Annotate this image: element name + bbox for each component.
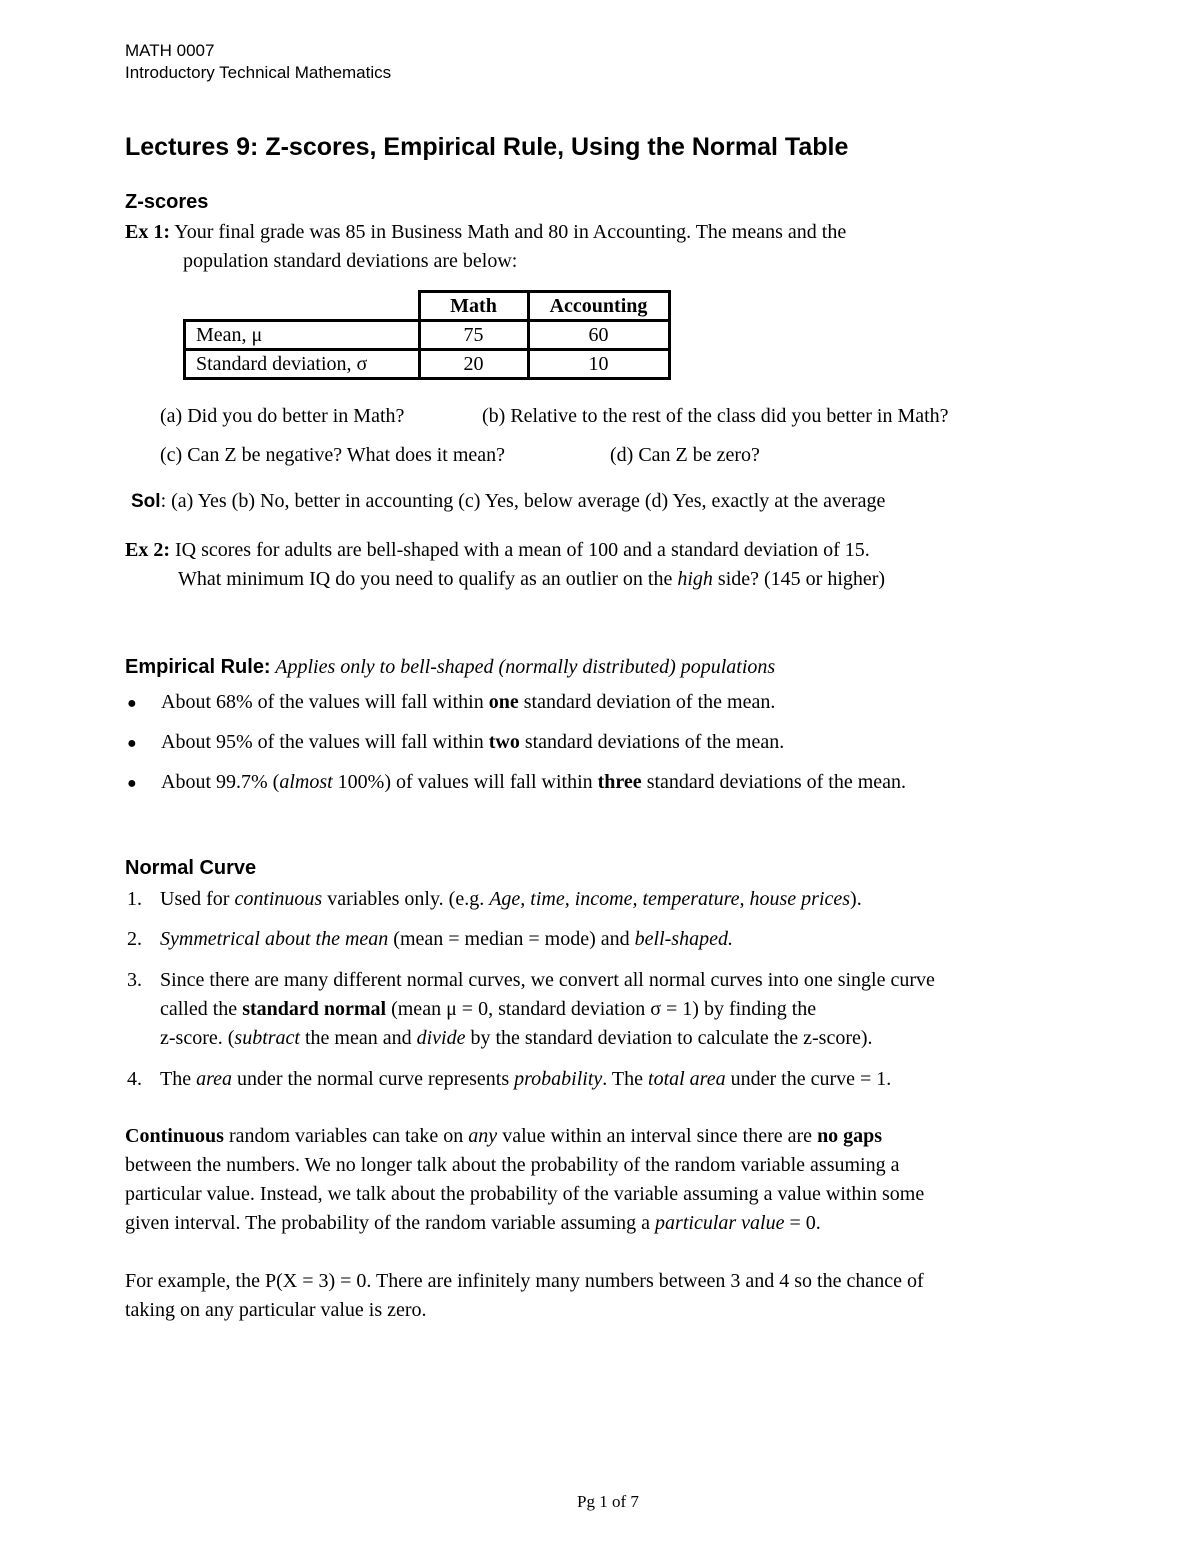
item-italic-2: probability [514,1068,603,1090]
paragraph-bold: Continuous [125,1125,224,1147]
item-italic-3: total area [648,1068,726,1090]
item-text-end: by the standard deviation to calculate the z-score). [465,1027,873,1049]
paragraph-line: taking on any particular value is zero. [125,1299,427,1321]
stats-table [183,290,671,380]
example-2-answer: side? (145 or higher) [712,568,886,590]
rule-emphasis: two [488,731,520,753]
rule-text: About 99.7% ( [161,771,280,793]
table-row [185,350,670,379]
list-item [127,885,862,914]
rule-text-end: standard deviations of the mean. [641,771,907,793]
paragraph-line [125,1122,882,1151]
list-item [127,688,775,718]
item-text-end: ). [850,888,862,910]
empirical-rule-subtitle: Applies only to bell-shaped (normally distributed) populations [270,656,776,678]
bullet-icon: ● [127,735,137,752]
bullet-icon: ● [127,695,137,712]
solution-text: : (a) Yes (b) No, better in accounting (c) Yes, below average (d) Yes, exactly at the average [160,490,886,512]
item-number: 1. [127,888,142,910]
table-row [185,321,670,350]
question-a: (a) Did you do better in Math? [160,405,405,427]
item-italic: area [196,1068,233,1090]
rule-text: About 95% of the values will fall within [161,731,489,753]
item-text-mid: (mean = median = mode) and [388,928,635,950]
example-2-emphasis: high [677,568,713,590]
list-item-continued [160,995,816,1024]
rule-text-end: standard deviation of the mean. [518,691,776,713]
solution-label: Sol [131,491,161,512]
item-text: The [160,1068,197,1090]
rule-emphasis: three [597,771,642,793]
course-name: Introductory Technical Mathematics [125,63,392,82]
example-1-line-1 [125,218,846,247]
item-number: 4. [127,1068,142,1090]
list-item [127,728,784,758]
course-code: MATH 0007 [125,41,215,60]
question-c: (c) Can Z be negative? What does it mean? [160,444,506,466]
empirical-rule-heading: Empirical Rule: [125,656,271,678]
item-number: 2. [127,928,142,950]
paragraph-text-end: = 0. [784,1212,821,1234]
table-blank-cell [185,292,420,321]
list-item [127,966,935,995]
paragraph-text-2: value within an interval since there are [497,1125,818,1147]
example-2-question: What minimum IQ do you need to qualify as an outlier on the [178,568,678,590]
item-text: z-score. ( [160,1027,235,1049]
bullet-icon: ● [127,775,137,792]
paragraph-text: given interval. The probability of the random variable assuming a [125,1212,656,1234]
rule-text: About 68% of the values will fall within [161,691,489,713]
table-cell-math: 20 [419,350,528,379]
paragraph-line: For example, the P(X = 3) = 0. There are infinitely many numbers between 3 and 4 so the chance of [125,1270,924,1292]
list-item [127,925,733,954]
paragraph-line [125,1209,821,1238]
item-text-end: under the curve = 1. [725,1068,892,1090]
paragraph-line: between the numbers. We no longer talk about the probability of the random variable assuming a [125,1154,900,1176]
item-text-mid-2: . The [602,1068,649,1090]
paragraph-text: random variables can take on [223,1125,469,1147]
paragraph-line: particular value. Instead, we talk about the probability of the variable assuming a value within some [125,1183,925,1205]
table-header-row [185,292,670,321]
item-italic-examples: Age, time, income, temperature, house prices [489,888,851,910]
item-text: called the [160,998,243,1020]
stats-table-grid [183,290,671,380]
empirical-rule-heading-line [125,653,775,682]
normal-curve-heading: Normal Curve [125,857,257,879]
example-2-line-1 [125,536,870,565]
item-italic: continuous [234,888,323,910]
rule-text-end: standard deviations of the mean. [519,731,785,753]
item-text-mid: variables only. (e.g. [322,888,490,910]
example-1-label: Ex 1: [125,221,170,243]
item-italic: subtract [234,1027,300,1049]
item-text-mid: under the normal curve represents [232,1068,515,1090]
item-italic-end: bell-shaped. [634,928,733,950]
list-item [127,768,906,798]
page-number: Pg 1 of 7 [577,1492,639,1511]
list-item [127,1065,891,1094]
rule-italic: almost [279,771,333,793]
question-b: (b) Relative to the rest of the class did you better in Math? [482,405,949,427]
paragraph-italic: any [468,1125,498,1147]
zscores-heading: Z-scores [125,191,209,213]
table-cell-accounting: 60 [528,321,669,350]
table-cell-math: 75 [419,321,528,350]
example-2-line-2 [178,565,885,594]
table-row-label: Standard deviation, σ [185,350,420,379]
table-cell-accounting: 10 [528,350,669,379]
item-italic-2: divide [416,1027,466,1049]
item-text: Used for [160,888,235,910]
example-2-text: IQ scores for adults are bell-shaped with a mean of 100 and a standard deviation of 15. [170,539,870,561]
paragraph-bold-2: no gaps [817,1125,883,1147]
item-text-end: (mean μ = 0, standard deviation σ = 1) by finding the [386,998,817,1020]
item-bold: standard normal [242,998,387,1020]
item-text-mid: the mean and [299,1027,417,1049]
list-item-continued [160,1024,873,1053]
table-header-accounting: Accounting [528,292,669,321]
question-d: (d) Can Z be zero? [610,444,760,466]
item-number: 3. [127,969,142,991]
example-1-text: Your final grade was 85 in Business Math and 80 in Accounting. The means and the [174,221,847,243]
rule-emphasis: one [488,691,519,713]
item-italic: Symmetrical about the mean [160,928,389,950]
item-text: Since there are many different normal curves, we convert all normal curves into one single curve [160,969,935,991]
example-1-line-2: population standard deviations are below: [183,250,518,272]
example-2-label: Ex 2: [125,539,170,561]
table-header-math: Math [419,292,528,321]
page-title: Lectures 9: Z-scores, Empirical Rule, Using the Normal Table [125,133,849,161]
rule-text-mid: 100%) of values will fall within [332,771,598,793]
solution-line [131,487,885,516]
table-row-label: Mean, μ [185,321,420,350]
paragraph-italic: particular value [655,1212,785,1234]
